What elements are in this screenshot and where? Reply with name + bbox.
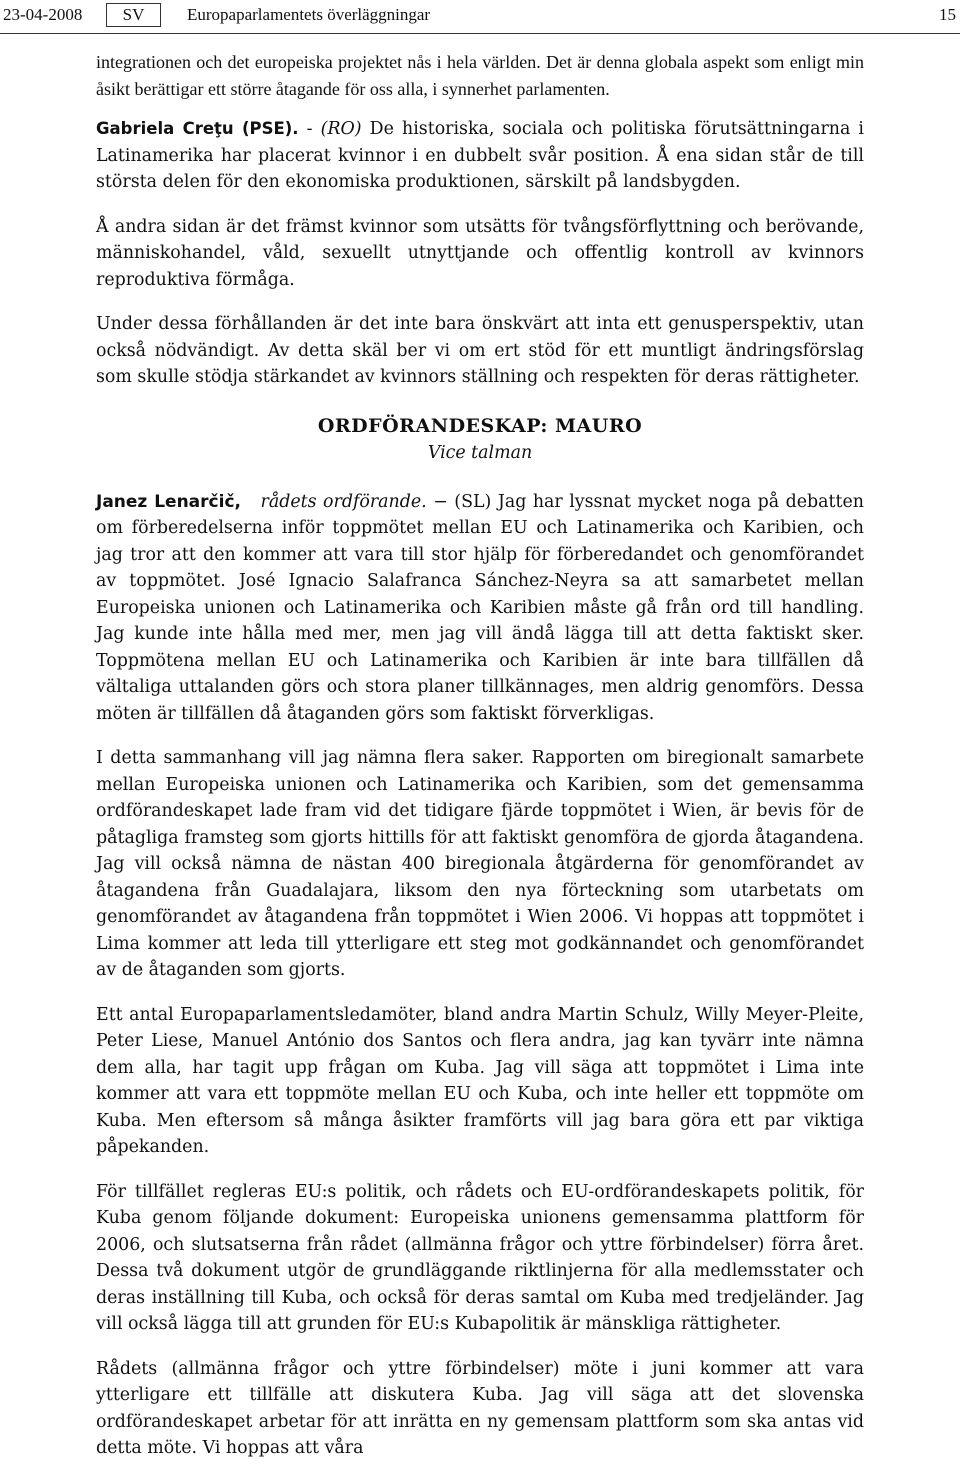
document-body [96,49,864,1480]
speech1-paragraph: Å andra sidan är det främst kvinnor som utsätts för tvångsförflyttning och berövande, människohandel, våld, sexuellt utnyttjande och offentlig kontroll av kvinnors reproduktiva förmåga. [96,216,864,290]
page-header [0,0,960,34]
speech2-paragraph: I detta sammanhang vill jag nämna flera saker. Rapporten om biregionalt samarbete mellan Europeiska unionen och Latinamerika och Karibien, som det gemensamma ordförandeskapet lade fram vid det tidigare fjärde toppmötet i Wien, är bevis för de påtagliga framsteg som gjorts hittills för att faktiskt genomföra de gjorda åtagandena. Jag vill också nämna de nästan 400 biregionala åtgärderna för genomförandet av åtagandena från Guadalajara, liksom den nya förteckning som utarbetats om genomförandet av åtagandena från toppmötet i Wien 2006. Vi hoppas att toppmötet i Lima kommer att leda till ytterligare ett steg mot godkännandet och genomförandet av de åtaganden som gjorts. [96,748,864,980]
speech1-paragraph: Under dessa förhållanden är det inte bara önskvärt att inta ett genusperspektiv, utan också nödvändigt. Av detta skäl ber vi om ert stöd för ett muntligt ändringsförslag som skulle stödja stärkandet av kvinnors ställning och respekten för deras rättigheter. [96,314,864,387]
speaker-role: rådets ordförande. [260,491,427,512]
language-tag: (SL) [454,491,492,512]
chair-block [96,415,864,463]
chair-title: ORDFÖRANDESKAP: MAURO [317,414,643,437]
speaker-name: Janez Lenarčič, [96,491,241,512]
speaker-dash: − [426,491,455,512]
speech2-paragraph: Rådets (allmänna frågor och yttre förbindelser) möte i juni kommer att vara ytterligare ett tillfälle att diskutera Kuba. Jag vill säga att det slovenska ordförandeskapet arbetar för att inrätta en ny gemensam plattform som ska antas vid detta möte. Vi hoppas att våra [96,1358,864,1458]
page-number: 15 [939,5,956,24]
speaker-dash: - [298,119,321,139]
speech2-opening [96,489,864,728]
publication-title: Europaparlamentets överläggningar [187,5,431,24]
intro-paragraph: integrationen och det europeiska projektet nås i hela världen. Det är denna globala aspekt som enligt min åsikt berättigar ett större åtagande för oss alla, i synnerhet parlamenten. [96,52,864,99]
header-date: 23-04-2008 [3,5,83,24]
language-tag: (RO) [320,119,362,139]
language-box: SV [106,3,161,27]
chair-subtitle: Vice talman [427,442,533,463]
speech2-paragraph: För tillfället regleras EU:s politik, och rådets och EU-ordförandeskapets politik, för Kuba genom följande dokument: Europeiska unionens gemensamma plattform för 2006, och slutsatserna från rådet (allmänna frågor och yttre förbindelser) förra året. Dessa två dokument utgör de grundläggande riktlinjerna för alla medlemsstater och deras inställning till Kuba, och också för deras samtal om Kuba med tredjeländer. Jag vill också lägga till att grunden för EU:s Kubapolitik är mänskliga rättigheter. [96,1181,864,1334]
speech2-paragraph: Ett antal Europaparlamentsledamöter, bland andra Martin Schulz, Willy Meyer-Pleite, Peter Liese, Manuel António dos Santos och flera andra, jag kan tyvärr inte nämna dem alla, har tagit upp frågan om Kuba. Jag vill säga att toppmötet i Lima inte kommer att vara ett toppmöte mellan EU och Kuba, och inte heller ett toppmöte om Kuba. Men eftersom så många åsikter framförts vill jag bara göra ett par viktiga påpekanden. [96,1004,864,1157]
speaker-name: Gabriela Creţu (PSE). [96,119,299,138]
speech1-opening-text: De historiska, sociala och politiska förutsättningarna i Latinamerika har placerat kvinnor i en dubbelt svår position. Å ena sidan står de till största delen för den ekonomiska produktionen, särskilt på landsbygden. [96,119,864,192]
speech1-opening [96,116,864,196]
speech2-opening-text: Jag har lyssnat mycket noga på debatten om förberedelserna inför toppmötet mellan EU och Latinamerika och Karibien, och jag tror att den kommer att vara till stor hjälp för förberedandet och genomförandet av toppmötet. José Ignacio Salafranca Sánchez-Neyra sa att samarbetet mellan Europeiska unionen och Latinamerika och Karibien måste gå från ord till handling. Jag kunde inte hålla med mer, men jag vill ändå lägga till att detta faktiskt sker. Toppmötena mellan EU och Latinamerika och Karibien är inte bara tillfällen då vältaliga uttalanden görs och stora planer tillkännages, men aldrig genomförs. Dessa möten är tillfällen då åtaganden görs som faktiskt förverkligas. [96,491,864,724]
